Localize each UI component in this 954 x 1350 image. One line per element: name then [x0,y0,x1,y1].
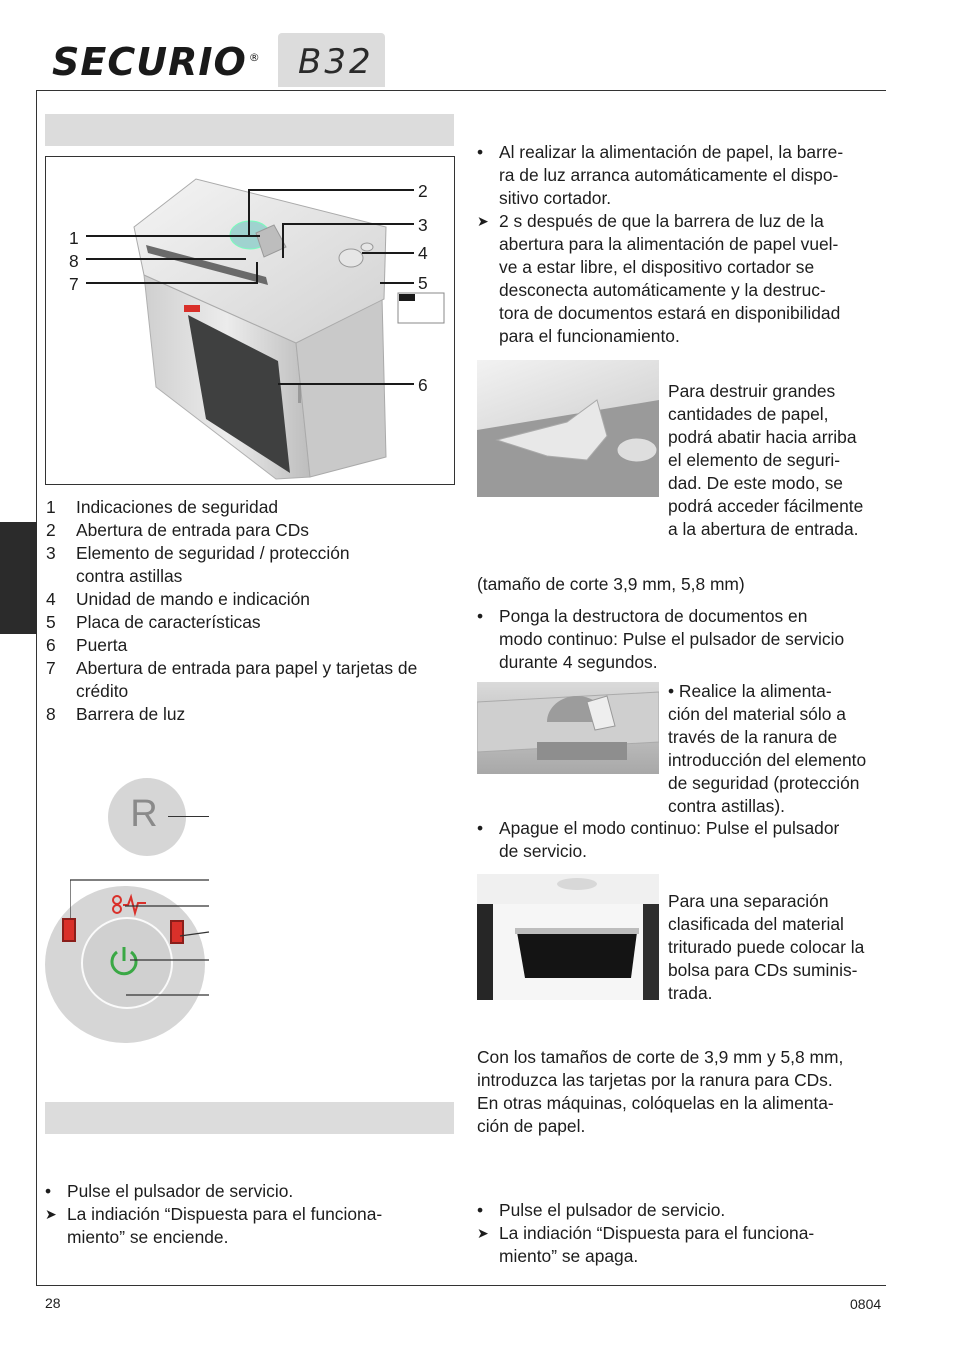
section-heading-bar [45,1102,454,1134]
figure-label: 1 [69,228,79,248]
leader-line-7-drop [256,262,258,284]
language-tab [0,522,37,634]
leader-line-3-drop [282,223,284,258]
figure-label: 7 [69,274,79,294]
operation-steps-left [45,1180,455,1249]
leader-line-2-drop [248,189,250,237]
figure-label: 5 [418,273,428,293]
leader-line-8 [86,258,246,260]
brand-logo: SECURIO ® [52,40,261,84]
safety-element-illustration [477,360,659,497]
legend-item-continued: crédito [76,681,129,701]
bullet-item: • Pulse el pulsador de servicio. [45,1181,294,1201]
result-item-continued: abertura para la alimentación de papel vuel- [499,234,839,254]
bullet-item-continued: de servicio. [499,841,587,861]
figure-label: 2 [418,181,428,201]
cd-slot-illustration [477,682,659,774]
continuous-mode-off-text [477,817,897,863]
bullet-item: • Pulse el pulsador de servicio. [477,1200,726,1220]
legend-item: 3 Elemento de seguridad / protección [46,543,350,563]
cd-bag-caption: Para una separación clasificada del material triturado puede colocar la bolsa para CDs suminis- trada. [668,891,865,1003]
cd-bag-photo [477,874,659,1000]
cut-size-note: (tamaño de corte 3,9 mm, 5,8 mm) [477,574,745,594]
leader-line-5 [380,282,414,284]
leader-line-4 [362,252,414,254]
arrow-icon: ➤ [477,213,489,229]
bullet-item-continued: ra de luz arranca automáticamente el dispo- [499,165,839,185]
cd-bag-illustration [477,874,659,1000]
legend-item: 5 Placa de características [46,612,261,632]
safety-element-caption: Para destruir grandes cantidades de papel, podrá abatir hacia arriba el elemento de seguri- dad. De este modo, se podrá acceder fácilmente a la abertura de entrada. [668,381,864,539]
result-item: ➤ La indiación “Dispuesta para el funciona- [45,1204,383,1224]
bullet-item-continued: durante 4 segundos. [499,652,658,672]
leader-service-button [168,816,209,817]
legend-item-continued: contra astillas [76,566,183,586]
result-item-continued: miento” se enciende. [67,1227,229,1247]
control-panel-leaders [70,876,210,998]
legend-item: 7 Abertura de entrada para papel y tarjetas de [46,658,418,678]
continuous-mode-text [477,605,897,674]
bullet-item-continued: sitivo cortador. [499,188,612,208]
result-item: ➤ 2 s después de que la barrera de luz de la [477,211,824,231]
frame-left-rule [36,90,37,1286]
result-item-continued: ve a estar libre, el dispositivo cortador se [499,257,815,277]
parts-legend [46,496,456,726]
figure-label: 4 [418,243,428,263]
service-button-letter: R [130,793,158,835]
document-code: 0804 [850,1296,882,1312]
light-barrier-text [477,141,897,348]
frame-bottom-rule [36,1285,886,1286]
cd-slot-photo [477,682,659,774]
legend-item: 6 Puerta [46,635,128,655]
bullet-item: • Al realizar la alimentación de papel, la barre- [477,142,844,162]
frame-top-rule [36,90,886,91]
figure-label: 6 [418,375,428,395]
service-button-r[interactable] [108,778,186,856]
arrow-icon: ➤ [477,1225,489,1241]
page-number: 28 [45,1295,61,1311]
bullet-item: • Ponga la destructora de documentos en [477,606,808,626]
figure-label: 3 [418,215,428,235]
leader-line-7 [86,282,258,284]
result-item: ➤ La indiación “Dispuesta para el funciona- [477,1223,815,1243]
result-item-continued: para el funcionamiento. [499,326,680,346]
leader-line-6 [278,383,414,385]
credit-cards-text: Con los tamaños de corte de 3,9 mm y 5,8 mm, introduzca las tarjetas por la ranura para CDs. En otras máquinas, colóquelas en la alimenta- ción de papel. [477,1047,844,1136]
shredder-illustration [46,157,454,484]
safety-element-photo [477,360,659,497]
model-name: B32 [298,42,374,82]
leader-line-2 [248,189,414,191]
arrow-icon: ➤ [45,1206,57,1222]
legend-item: 2 Abertura de entrada para CDs [46,520,309,540]
result-item-continued: miento” se apaga. [499,1246,639,1266]
legend-item: 1 Indicaciones de seguridad [46,497,279,517]
bullet-item-continued: modo continuo: Pulse el pulsador de servicio [499,629,845,649]
result-item-continued: tora de documentos estará en disponibilidad [499,303,841,323]
section-heading-bar [45,114,454,146]
legend-item: 8 Barrera de luz [46,704,186,724]
result-item-continued: desconecta automáticamente y la destruc- [499,280,826,300]
leader-line-3 [282,223,414,225]
operation-steps-right [477,1199,897,1268]
bullet-item: • Apague el modo continuo: Pulse el pulsador [477,818,840,838]
leader-line-1 [86,235,260,237]
shredder-figure [45,156,455,485]
figure-label: 8 [69,251,79,271]
legend-item: 4 Unidad de mando e indicación [46,589,310,609]
cd-slot-caption: • Realice la alimenta- ción del material sólo a través de la ranura de introducción del elemento de seguridad (protección contra astillas). [668,681,867,816]
